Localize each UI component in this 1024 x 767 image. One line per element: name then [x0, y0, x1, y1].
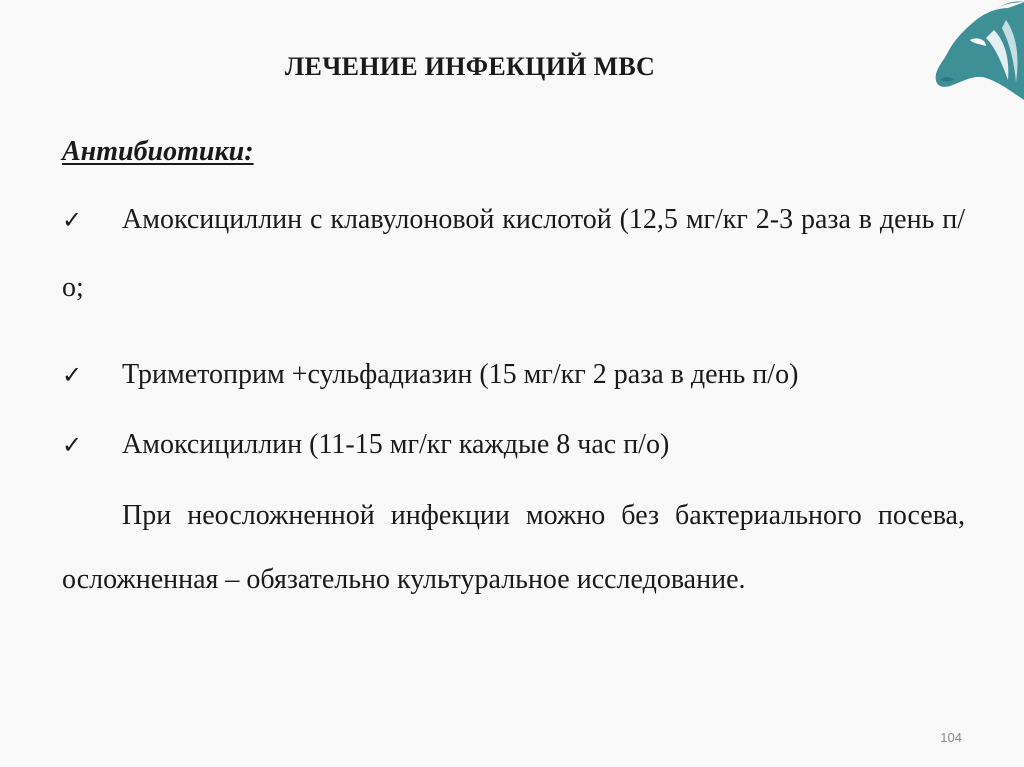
checkmark-icon: ✓	[62, 361, 83, 389]
checkmark-icon: ✓	[62, 431, 83, 459]
list-item-text: Амоксициллин с клавулоновой кислотой (12,5 мг/кг 2-3 раза в день п/о;	[62, 204, 965, 303]
list-item-text: Триметоприм +сульфадиазин (15 мг/кг 2 раза в день п/о)	[122, 359, 799, 390]
list-item	[62, 358, 965, 392]
checkmark-icon: ✓	[62, 206, 83, 234]
list-item	[62, 186, 965, 322]
page-number: 104	[940, 730, 962, 745]
list-item	[62, 428, 965, 462]
slide-content	[62, 135, 965, 612]
slide-title: ЛЕЧЕНИЕ ИНФЕКЦИЙ МВС	[284, 52, 656, 81]
body-paragraph: При неосложненной инфекции можно без бактериального посева, осложненная – обязательно культуральное исследование.	[62, 500, 965, 595]
section-heading: Антибиотики:	[62, 136, 254, 167]
list-item-text: Амоксициллин (11-15 мг/кг каждые 8 час п/о)	[122, 429, 670, 460]
